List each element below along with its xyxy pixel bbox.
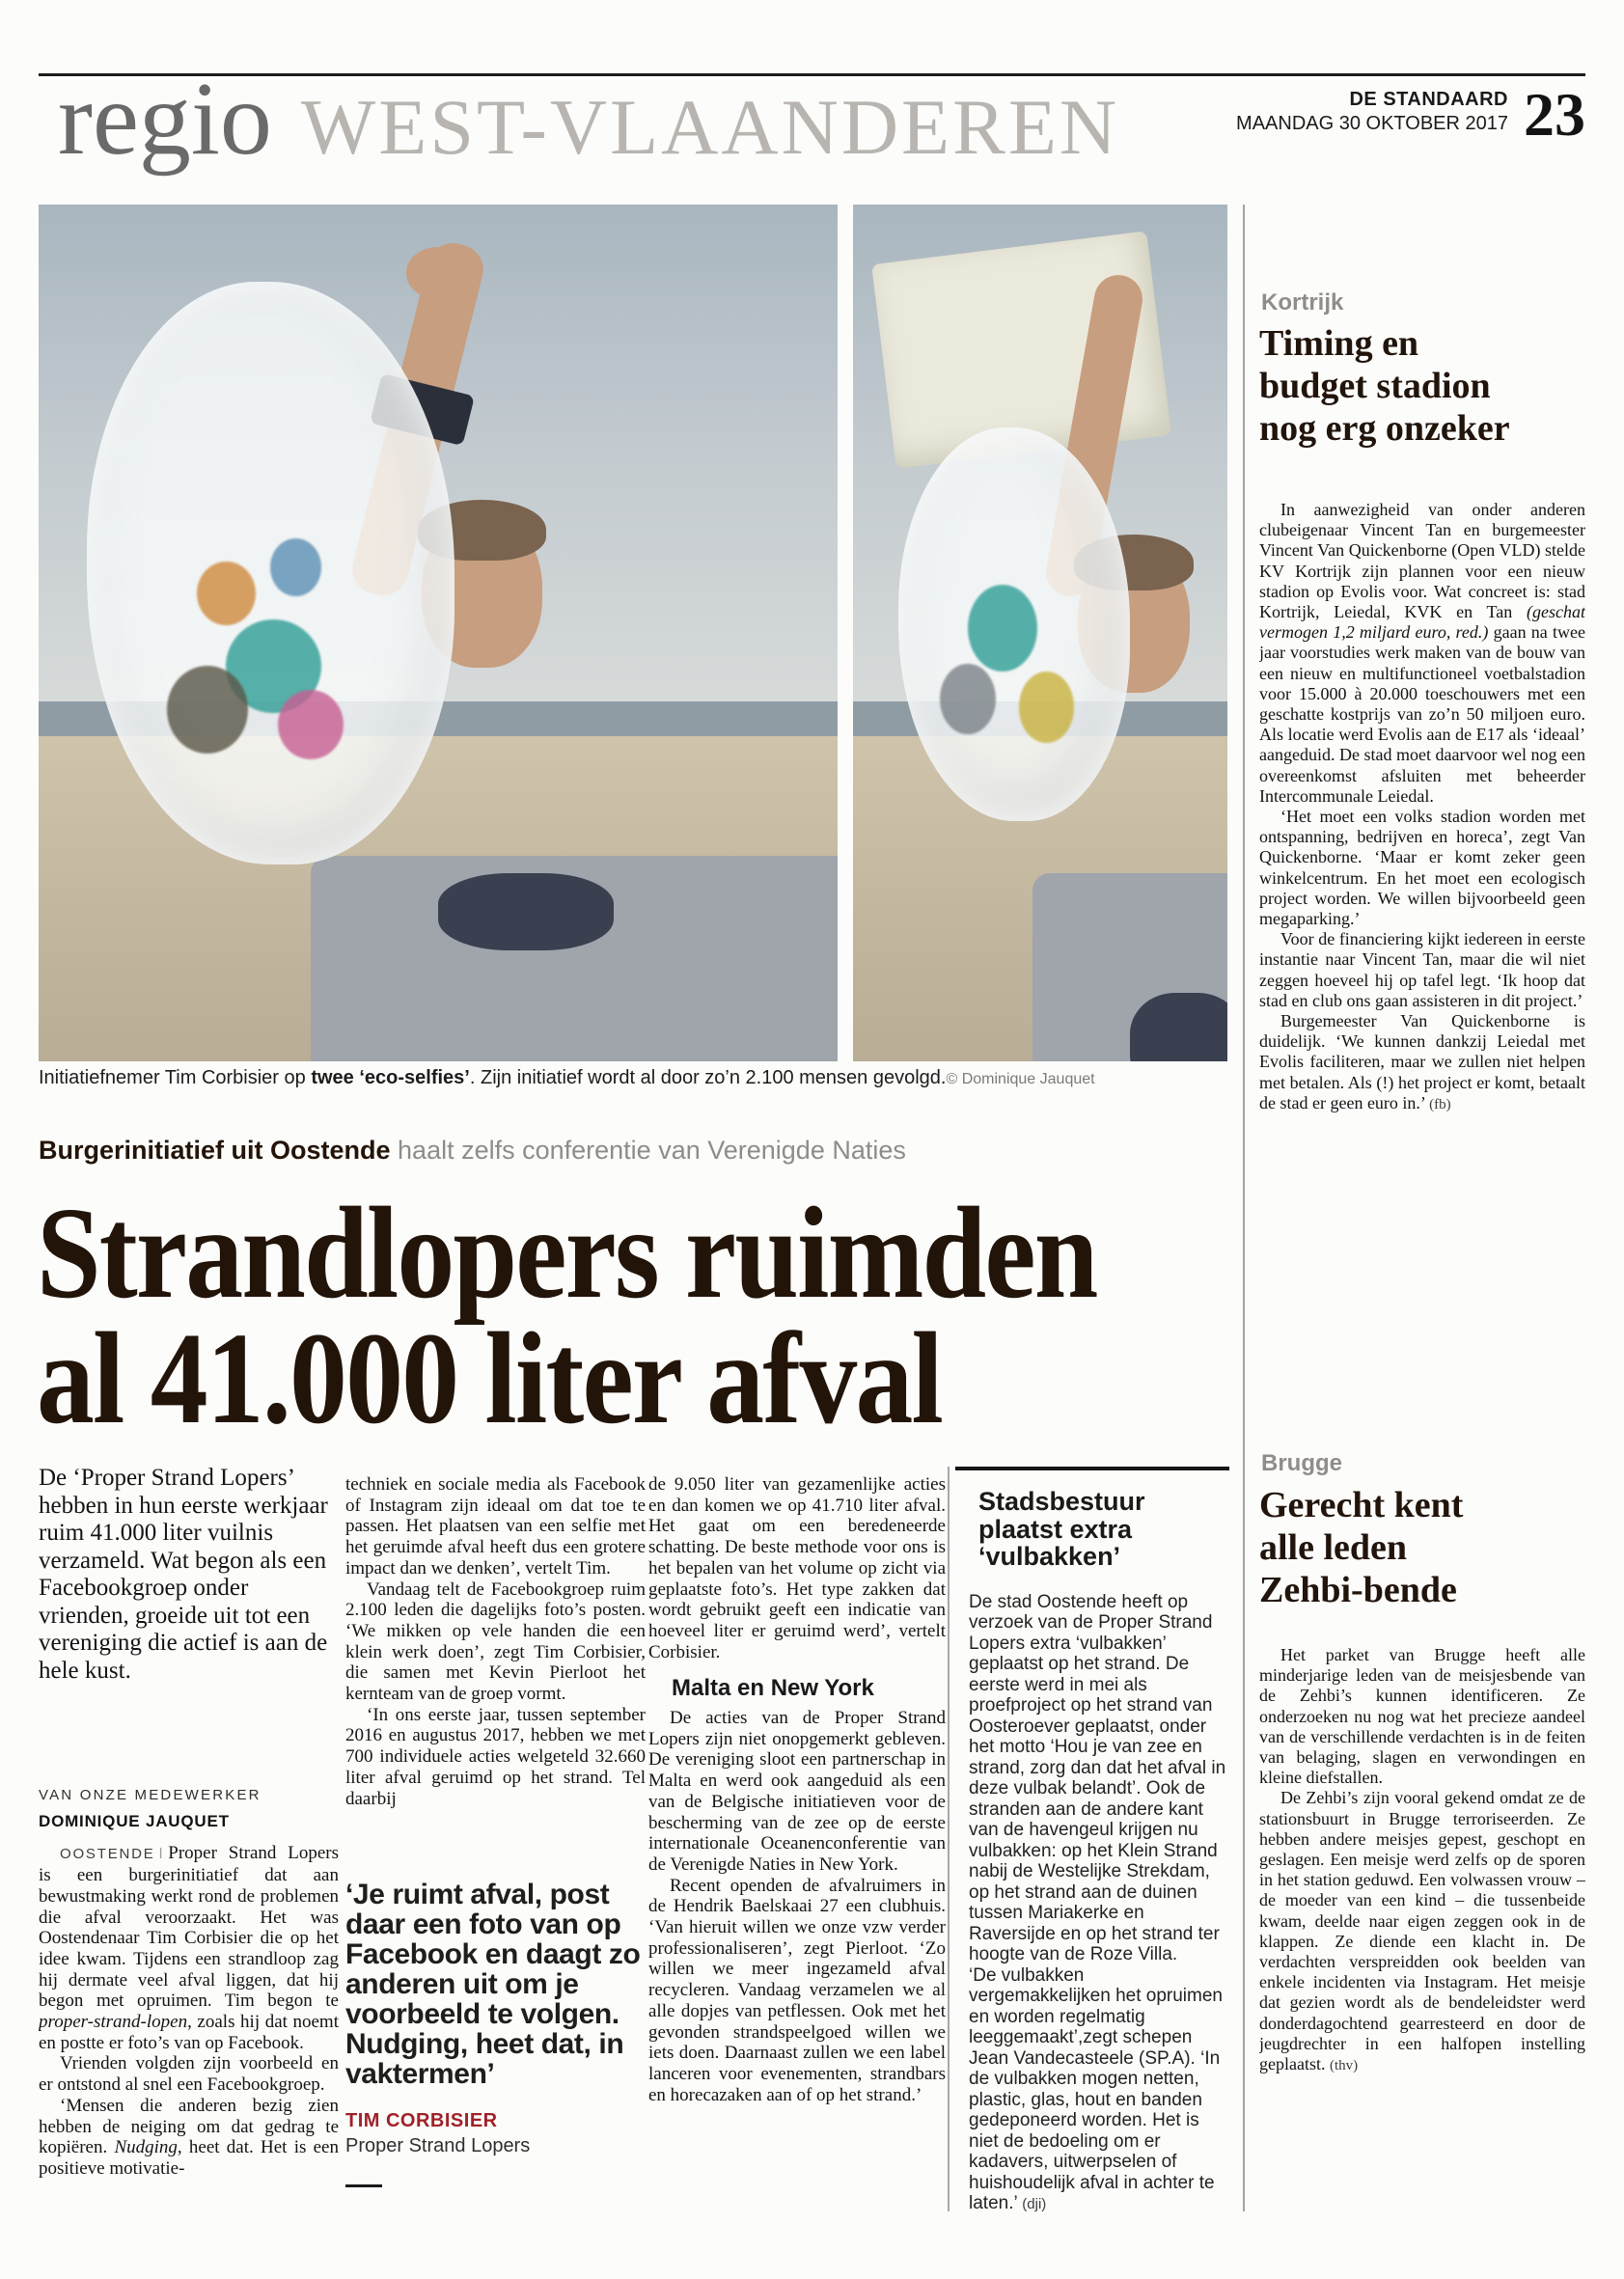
kicker-bold: Burgerinitiatief uit Oostende	[39, 1136, 391, 1165]
infobox-vulbakken	[955, 1467, 1229, 2215]
author-credit: (thv)	[1329, 2058, 1359, 2074]
main-headline	[37, 1181, 1243, 1451]
sidebar-paragraph	[1259, 500, 1585, 807]
article-intro: De ‘Proper Strand Lopers’ hebben in hun eerste werkjaar ruim 41.000 liter vuilnis verzameld. Wat begon als een Facebookgroep onder vrienden, groeide uit tot een vereniging die actief is aan de hele kust.	[39, 1465, 328, 1684]
sidebar-paragraph: ‘Het moet een volks stadion worden met ontspanning, bedrijven en horeca’, zegt Van Quickenborne. ‘Maar er komt zeker geen winkelcentrum. En het moet een ecologisch project worden. We willen bijvoorbeeld geen megaparking.’	[1259, 807, 1585, 929]
sidebar-body-kortrijk	[1259, 500, 1585, 1387]
sidebar-divider	[1243, 205, 1245, 2211]
trash-blue	[270, 538, 321, 596]
headline-line: budget stadion	[1259, 366, 1491, 406]
shirt-collar	[1130, 993, 1227, 1061]
trash-bag	[898, 427, 1131, 821]
trash-orange	[197, 562, 256, 625]
issue-date: MAANDAG 30 OKTOBER 2017	[1236, 113, 1508, 134]
section-edition: WEST-VLAANDEREN	[300, 83, 1120, 171]
trash-teal	[968, 585, 1037, 672]
holding-hand	[406, 247, 470, 298]
headline-line: Zehbi-bende	[1259, 1570, 1457, 1610]
paragraph-text: In aanwezigheid van onder anderen clubeigenaar Vincent Tan en burgemeester Vincent Van Quickenborne (Open VLD) stelde KV Kortrijk zijn plannen voor een nieuw stadion op Evolis voor. Wat concreet is: stad Kortrijk, Leiedal, KVK en Tan	[1259, 500, 1585, 622]
infobox-top-rule	[955, 1467, 1229, 1470]
kicker	[39, 1136, 1227, 1166]
paragraph-text: ‘Mensen die anderen bezig zien hebben de neiging om dat gedrag te kopiëren.	[39, 2095, 339, 2158]
pull-quote-org: Proper Strand Lopers	[345, 2135, 531, 2156]
sidebar-headline-kortrijk	[1259, 322, 1510, 450]
article-paragraph: Vandaag telt de Facebookgroep ruim 2.100 leden die dagelijks foto’s posten. ‘We mikken op vele handen die een klein werk doen’, zegt Tim Corbisier, die samen met Kevin Pierloot het kernteam van de groep vormt.	[345, 1579, 646, 1705]
paragraph-text: gaan na twee jaar voorstudies werk maken van de bouw van een nieuw en multifunctioneel voetbalstadion voor 15.000 à 20.000 toeschouwers met een geschatte kostprijs van zo’n 50 miljoen euro. Als locatie werd Evolis aan de E17 als ‘ideaal’ aangeduid. De stad moet daarvoor wel nog een overeenkomst afsluiten met beheerder Intercommunale Leiedal.	[1259, 622, 1585, 806]
article-column-2	[345, 1474, 646, 1860]
caption-rest: . Zijn initiatief wordt al door zo’n 2.100 mensen gevolgd.	[469, 1067, 947, 1088]
headline-line: Timing en	[1259, 323, 1419, 364]
paragraph-text: , heet dat. Het is een positieve motivatie-	[39, 2137, 339, 2179]
infobox-paragraph	[969, 1965, 1229, 2215]
trash-dark	[167, 666, 248, 754]
dateline: OOSTENDE	[60, 1846, 155, 1863]
article-paragraph	[39, 1843, 339, 2053]
eco-selfie-photo-left	[39, 205, 838, 1061]
paragraph-italic: Nudging	[114, 2137, 178, 2158]
paper-name: DE STANDAARD	[1349, 89, 1508, 110]
article-paragraph: ‘In ons eerste jaar, tussen september 2016 en augustus 2017, hebben we met 700 individuele acties welgeteld 32.660 liter afval geruimd op het strand. Tel daarbij	[345, 1704, 646, 1809]
headline-line: nog erg onzeker	[1259, 408, 1510, 449]
caption-text: Initiatiefnemer Tim Corbisier op	[39, 1067, 312, 1088]
byline-name: DOMINIQUE JAUQUET	[39, 1811, 230, 1830]
article-paragraph: techniek en sociale media als Facebook of Instagram zijn ideaal om dat toe te passen. Het plaatsen van een selfie met het geruimde afval heeft dus een grotere impact dan we denken’, vertelt Tim.	[345, 1474, 646, 1579]
dateline-separator: ǀ	[158, 1846, 165, 1863]
trash-yellow	[1019, 672, 1075, 743]
infobox-text: ‘De vulbakken vergemakkelijken het opruimen en worden regelmatig leeggemaakt’,zegt schepen Jean Vandecasteele (SP.A). ‘In de vulbakken mogen netten, plastic, glas, hout en banden gedeponeerd worden. Het is niet de bedoeling om er kadavers, uitwerpselen of huishoudelijk afval in achter te laten.’	[969, 1964, 1223, 2213]
headline-line1: Strandlopers ruimden	[37, 1181, 1097, 1326]
masthead	[1236, 80, 1585, 149]
caption-bold: twee ‘eco-selfies’	[311, 1067, 470, 1088]
pull-quote-name: TIM CORBISIER	[345, 2110, 498, 2131]
sidebar-city-kortrijk: Kortrijk	[1261, 289, 1344, 316]
paragraph-italic: proper-strand-lopen	[39, 2012, 188, 2033]
article-paragraph: Recent openden de afvalruimers in de Hendrik Baelskaai 27 een clubhuis. ‘Van hieruit willen we onze vzw verder professionaliseren’, zegt Pierloot. ‘Zo willen we meer ingezameld afval recycleren. Vandaag verzamelen we al alle dopjes van petflessen. Ook met het gevonden strandspeelgoed willen we iets doen. Daarnaast zullen we een label lanceren voor evenementen, strandbars en horecazaken aan of op het strand.’	[648, 1875, 946, 2105]
article-column-3	[648, 1474, 946, 2208]
infobox-credit: (dji)	[1022, 2196, 1047, 2212]
sidebar-body-brugge	[1259, 1645, 1585, 2263]
infobox-left-rule	[948, 1467, 950, 2211]
page-number: 23	[1524, 80, 1585, 149]
article-paragraph: De acties van de Proper Strand Lopers zijn niet onopgemerkt gebleven. De vereniging sloot een partnerschap in Malta en werd ook aangeduid als een van de Belgische initiatieven voor de bescherming van de zee op de eerste internationale Oceanenconferentie van de Verenigde Naties in New York.	[648, 1708, 946, 1875]
paragraph-text: De Zehbi’s zijn vooral gekend omdat ze de stationsbuurt in Brugge terroriseerden. Ze hebben andere meisjes gepest, geschopt en geslagen. Een meisje werd zelfs op de sporen in het station geduwd. Een volwassen vrouw – de moeder van een kind – die tussenbeide kwam, deelde naar eigen zeggen ook in de klappen. Ze diende een klacht in. De verdachten verspreidden ook beelden van enkele incidenten via Instagram. Het meisje dat gezien wordt als de bendeleidster werd donderdagochtend gearresteerd en door de jeugdrechter in een halfopen instelling geplaatst.	[1259, 1788, 1585, 2074]
pull-quote	[345, 1880, 641, 2187]
sidebar-paragraph	[1259, 1788, 1585, 2076]
byline-role: VAN ONZE MEDEWERKER	[39, 1787, 261, 1803]
infobox-title-line2: plaatst extra	[978, 1514, 1133, 1544]
sidebar-paragraph: Het parket van Brugge heeft alle minderjarige leden van de meisjesbende van de Zehbi’s kunnen identificeren. Ze onderzoeken nu nog wat het precieze aandeel van de verschillende verdachten is in de feiten van belaging, slagen en verwondingen en kleine diefstallen.	[1259, 1645, 1585, 1788]
sidebar-headline-brugge	[1259, 1484, 1463, 1611]
headline-line2: al 41.000 liter afval	[37, 1306, 943, 1451]
section-name: regio	[58, 62, 272, 177]
trash-bag	[87, 282, 454, 865]
pull-quote-text: ‘Je ruimt afval, post daar een foto van op Facebook en daagt zo anderen uit om je voorbeeld te volgen. Nudging, heet dat, in vaktermen’	[345, 1879, 641, 2090]
article-paragraph	[39, 2096, 339, 2180]
paragraph-italic: (geschat vermogen 1,2 miljard euro, red.)	[1259, 602, 1585, 643]
paragraph-text: , zoals hij dat noemt en postte er foto’s van op Facebook.	[39, 2012, 339, 2053]
author-credit: (fb)	[1429, 1096, 1451, 1112]
pull-quote-divider	[345, 2184, 382, 2187]
paragraph-text: Burgemeester Van Quickenborne is duidelijk. ‘We kunnen dankzij Leiedal met Evolis faciliteren, maar we zullen niet helpen met betalen. Als (!) het project er komt, betaalt de stad er geen euro in.’	[1259, 1011, 1585, 1112]
headline-line: alle leden	[1259, 1527, 1408, 1568]
trash-pink	[278, 690, 344, 759]
infobox-title-line3: ‘vulbakken’	[978, 1542, 1121, 1571]
kicker-gray: haalt zelfs conferentie van Verenigde Naties	[390, 1136, 906, 1165]
trash-gray	[940, 664, 996, 735]
article-column-1	[39, 1785, 339, 2248]
shirt-collar	[438, 873, 614, 950]
infobox-paragraph: De stad Oostende heeft op verzoek van de Proper Strand Lopers extra ‘vulbakken’ geplaatst op het strand. De eerste werd in mei als proefproject op het strand van Oosteroever geplaatst, onder het motto ‘Hou je van zee en strand, zorg dan dat het afval in deze vulbak belandt’. Ook de stranden aan de andere kant van de havengeul krijgen nu vulbakken: op het Klein Strand nabij de Westelijke Strekdam, op het strand aan de duinen tussen Mariakerke en Raversijde en op het strand ter hoogte van de Roze Villa.	[969, 1591, 1226, 1964]
sidebar-paragraph: Voor de financiering kijkt iedereen in eerste instantie naar Vincent Tan, maar die wil niet zeggen hoeveel hij op tafel legt. ‘Ik hoop dat stad en club ons gaan assisteren in dit project.’	[1259, 929, 1585, 1010]
infobox-body	[955, 1592, 1229, 2215]
photo-credit: © Dominique Jauquet	[946, 1071, 1095, 1087]
article-paragraph: de 9.050 liter van gezamenlijke acties en dan komen we op 41.710 liter afval. Het gaat om een beredeneerde schatting. De beste methode voor ons is het bepalen van het volume op zicht via geplaatste foto’s. Het type zakken dat wordt gebruikt geeft een indicatie van hoeveel liter er geruimd werd’, vertelt Corbisier.	[648, 1474, 946, 1662]
eco-selfie-photo-right	[853, 205, 1227, 1061]
sidebar-paragraph	[1259, 1011, 1585, 1115]
photo-caption	[39, 1067, 1227, 1089]
headline-line: Gerecht kent	[1259, 1485, 1464, 1525]
infobox-title-line1: Stadsbestuur	[978, 1487, 1145, 1516]
section-header	[58, 62, 1120, 177]
sidebar-city-brugge: Brugge	[1261, 1450, 1342, 1476]
infobox-title	[978, 1488, 1229, 1571]
article-paragraph: Vrienden volgden zijn voorbeeld en er ontstond al snel een Facebookgroep.	[39, 2053, 339, 2096]
article-subhead: Malta en New York	[672, 1675, 874, 1702]
paragraph-text: Proper Strand Lopers is een burgerinitiatief dat aan bewustmaking werkt rond de problemen die afval veroorzaakt. Het was Oostendenaar Tim Corbisier die op het idee kwam. Tijdens een strandloop zag hij dermate veel afval liggen, dat hij begon met opruimen. Tim begon te	[39, 1843, 339, 2012]
